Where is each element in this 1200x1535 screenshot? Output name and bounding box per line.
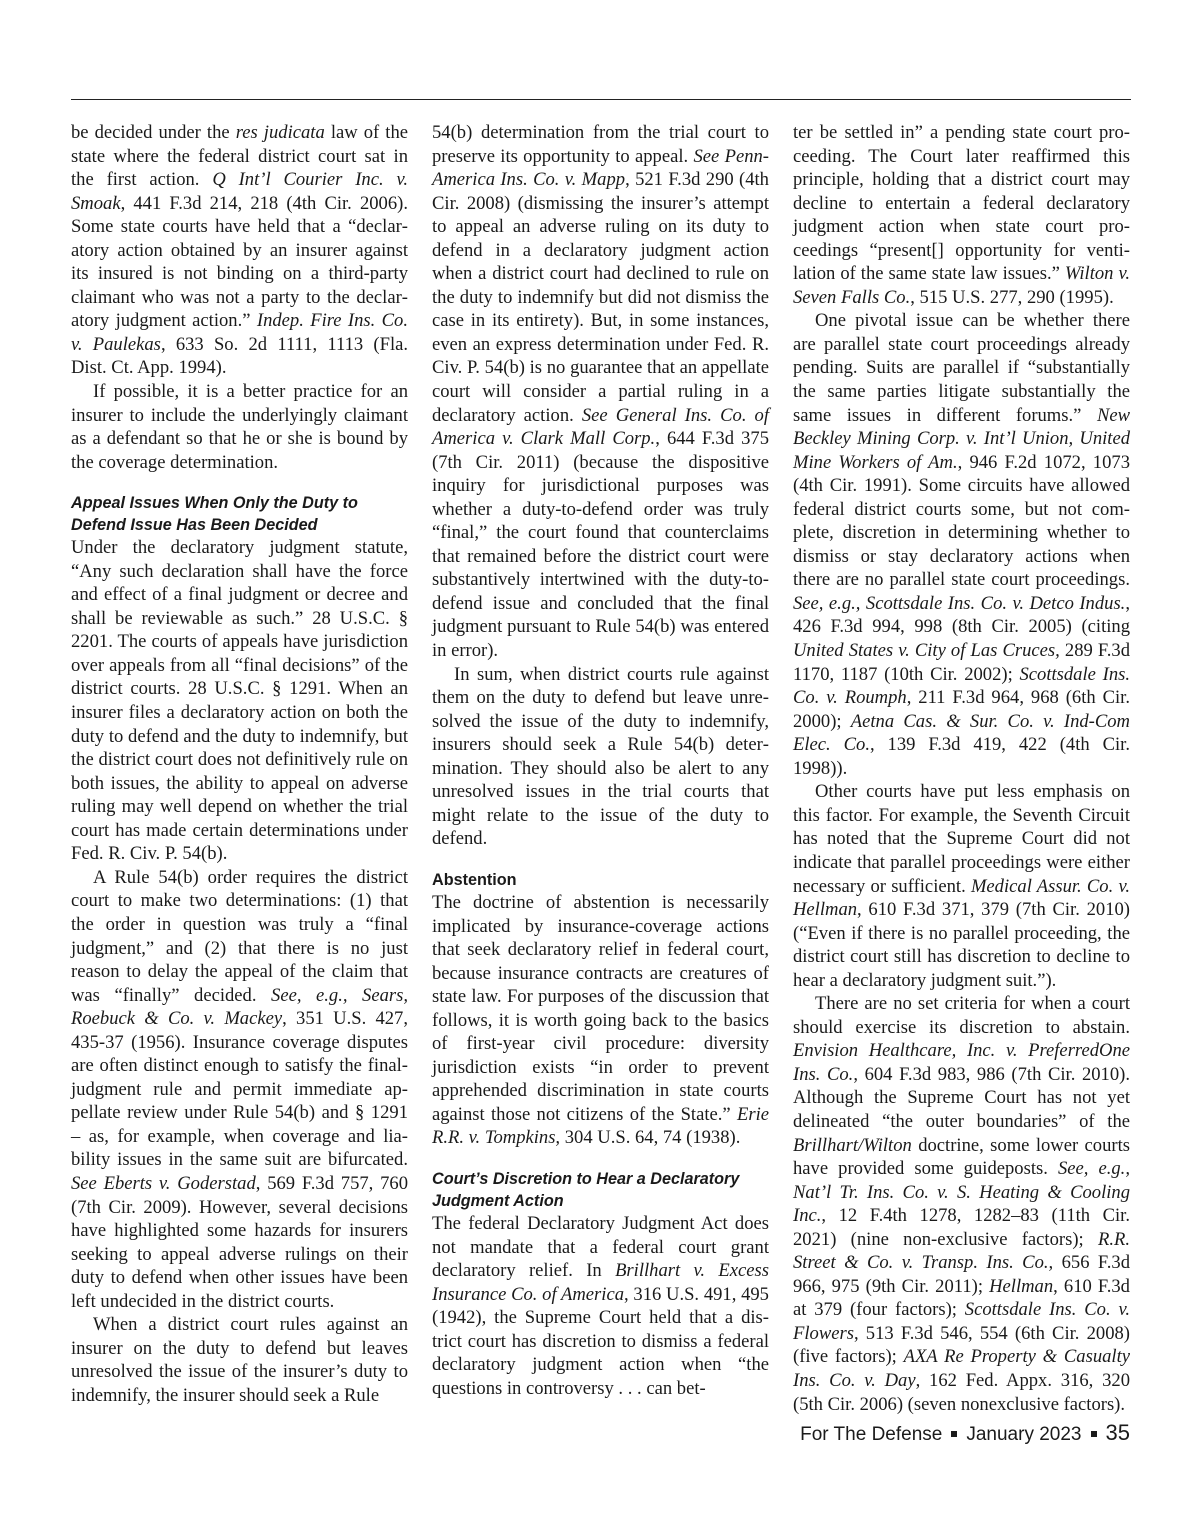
paragraph: 54(b) determination from the trial court to preserve its opportunity to appeal. See Penn-America Ins. Co. v. Mapp, 521 F.3d 290 (4th Cir. 2008) (dismissing the insurer’s attempt to appeal an adverse ruling on its duty to defend in a declaratory judgment action when a district court had declined to rule on the duty to indemnify but did not dismiss the case in its entirety). But, in some instances, even an express determination under Fed. R. Civ. P. 54(b) is no guarantee that an appellate court will consider a partial ruling in a declaratory action. See General Ins. Co. of America v. Clark Mall Corp., 644 F.3d 375 (7th Cir. 2011) (because the dispositive inquiry for jurisdictional purposes was whether a duty-to-defend order was truly “final,” the court found that counterclaims that remained before the district court were substantively intertwined with the duty-to-defend issue and concluded that the final judgment pursuant to Rule 54(b) was entered in error). [432,122,769,662]
column-2 [432,121,769,1400]
column-1 [71,121,408,1407]
paragraph: A Rule 54(b) order requires the district court to make two determinations: (1) that the order in question was truly a “final judgment,” and (2) that there is no just reason to delay the appeal of the claim that was “finally” decided. See, e.g., Sears, Roebuck & Co. v. Mackey, 351 U.S. 427, 435-37 (1956). Insurance coverage disputes are often distinct enough to satisfy the final-judgment rule and permit immediate appellate review under Rule 54(b) and § 1291 – as, for example, when coverage and liability issues in the same suit are bifurcated. See Eberts v. Goderstad, 569 F.3d 757, 760 (7th Cir. 2009). However, several decisions have highlighted some hazards for insurers seeking to appeal adverse rulings on their duty to defend when other issues have been left undecided in the district courts. [71,866,409,1312]
publication-name: For The Defense [800,1424,943,1445]
paragraph: When a district court rules against an insurer on the duty to defend but leaves unresolved the issue of the insurer’s duty to indemnify, the insurer should seek a Rule [71,1314,408,1406]
paragraph: One pivotal issue can be whether there are parallel state court proceedings already pending. Suits are parallel if “substantially the same parties litigate substantially the same issues in different forums.” New Beckley Mining Corp. v. Int’l Union, United Mine Workers of Am., 946 F.2d 1072, 1073 (4th Cir. 1991). Some circuits have allowed federal district courts some, but not complete, discretion in determining whether to dismiss or stay declaratory actions when there are no parallel state court proceedings. See, e.g., Scottsdale Ins. Co. v. Detco Indus., 426 F.3d 994, 998 (8th Cir. 2005) (citing United States v. City of Las Cruces, 289 F.3d 1170, 1187 (10th Cir. 2002); Scottsdale Ins. Co. v. Roumph, 211 F.3d 964, 968 (6th Cir. 2000); Aetna Cas. & Sur. Co. v. Ind-Com Elec. Co., 139 F.3d 419, 422 (4th Cir. 1998)). [793,310,1130,779]
separator-square-icon [1091,1431,1097,1437]
paragraph: There are no set criteria for when a court should exercise its discretion to abstain. Envision Healthcare, Inc. v. PreferredOne Ins. Co., 604 F.3d 983, 986 (7th Cir. 2010). Although the Supreme Court has not yet delineated “the outer boundaries” of the Brillhart/Wilton doctrine, some lower courts have provided some guideposts. See, e.g., Nat’l Tr. Ins. Co. v. S. Heating & Cooling Inc., 12 F.4th 1278, 1282–83 (11th Cir. 2021) (nine non-exclusive factors); R.R. Street & Co. v. Transp. Ins. Co., 656 F.3d 966, 975 (9th Cir. 2011); Hellman, 610 F.3d at 379 (four factors); Scottsdale Ins. Co. v. Flowers, 513 F.3d 546, 554 (6th Cir. 2008) (five factors); AXA Re Property & Casualty Ins. Co. v. Day, 162 Fed. Appx. 316, 320 (5th Cir. 2006) (seven nonexclusive factors). [793,993,1130,1415]
paragraph: Other courts have put less emphasis on this factor. For example, the Seventh Circuit has noted that the Supreme Court did not indicate that parallel proceedings were either necessary or sufficient. Medical Assur. Co. v. Hellman, 610 F.3d 371, 379 (7th Cir. 2010) (“Even if there is no parallel proceeding, the district court still has discretion to decline to hear a declaratory judgment suit.”). [793,781,1130,991]
paragraph: The federal Declaratory Judgment Act does not mandate that a federal court grant declaratory relief. In Brillhart v. Excess Insurance Co. of America, 316 U.S. 491, 495 (1942), the Supreme Court held that a district court has discretion to dismiss a federal declaratory judgment action when “the questions in controversy . . . can bet- [432,1212,770,1399]
section-heading: Appeal Issues When Only the Duty to Defend Issue Has Been Decided [71,494,358,535]
paragraph: In sum, when district courts rule against them on the duty to defend but leave unresolved the issue of the duty to indemnify, insurers should seek a Rule 54(b) determination. They should also be alert to any unresolved issues in the trial courts that might relate to the issue of the duty to defend. [432,663,769,850]
section-heading: Court’s Discretion to Hear a Declaratory Judgment Action [432,1169,740,1210]
top-rule [71,99,1131,100]
page-footer [800,1420,1130,1448]
column-3 [793,121,1130,1416]
section-heading: Abstention [432,870,517,889]
paragraph: If possible, it is a better practice for an insurer to include the underlyingly claimant as a defendant so that he or she is bound by the coverage determination. [71,381,408,473]
page-number: 35 [1105,1420,1130,1445]
paragraph: ter be settled in” a pending state court proceeding. The Court later reaffirmed this principle, holding that a district court may decline to entertain a federal declaratory judgment action when state court proceedings “present[] opportunity for ventilation of the same state law issues.” Wilton v. Seven Falls Co., 515 U.S. 277, 290 (1995). [793,122,1130,308]
separator-square-icon [951,1431,957,1437]
paragraph: be decided under the res judicata law of the state where the federal district court sat in the first action. Q Int’l Courier Inc. v. Smoak, 441 F.3d 214, 218 (4th Cir. 2006). Some state courts have held that a “declaratory action obtained by an insurer against its insured is not binding on a third-party claimant who was not a party to the declaratory judgment action.” Indep. Fire Ins. Co. v. Paulekas, 633 So. 2d 1111, 1113 (Fla. Dist. Ct. App. 1994). [71,122,409,379]
paragraph: Under the declaratory judgment statute, “Any such declaration shall have the force and effect of a final judgment or decree and shall be reviewable as such.” 28 U.S.C. § 2201. The courts of appeals have jurisdiction over appeals from all “final decisions” of the district courts. 28 U.S.C. § 1291. When an insurer files a declaratory action on both the duty to defend and the duty to indemnify, but the district court does not definitively rule on both issues, the ability to appeal on adverse ruling may well depend on whether the trial court has made certain determinations under Fed. R. Civ. P. 54(b). [71,537,408,865]
paragraph: The doctrine of abstention is necessarily implicated by insurance-coverage actions that seek declaratory relief in federal court, because insurance contracts are creatures of state law. For purposes of the discussion that follows, it is worth going back to the basics of first-year civil procedure: diversity jurisdiction exists “in order to prevent apprehended discrimination in state courts against those not citizens of the State.” Erie R.R. v. Tompkins, 304 U.S. 64, 74 (1938). [432,891,769,1149]
issue-date: January 2023 [966,1424,1082,1445]
